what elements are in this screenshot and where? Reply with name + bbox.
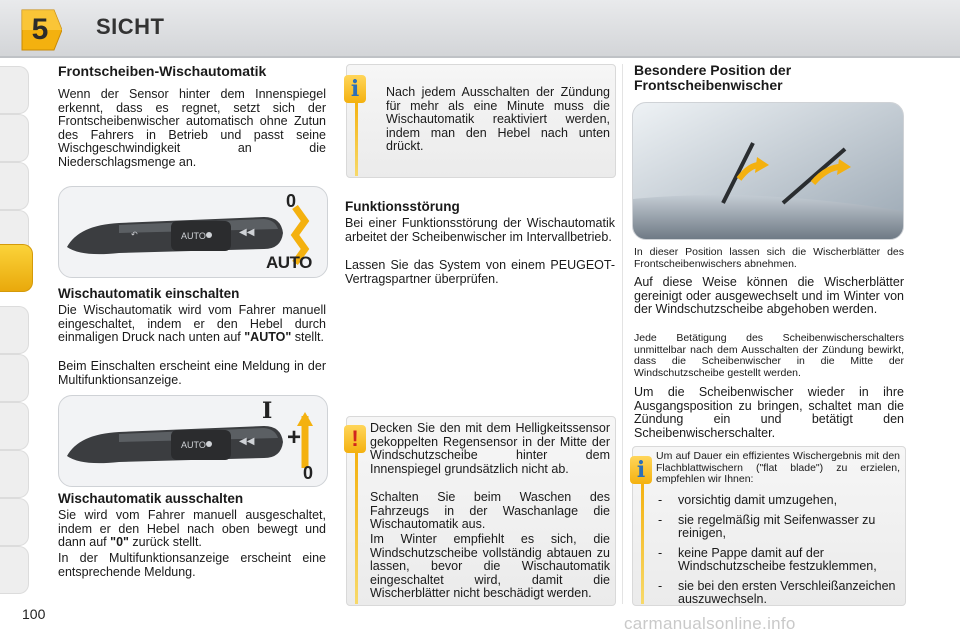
svg-text:AUTO: AUTO [181, 440, 206, 450]
page-number: 100 [22, 606, 46, 622]
warning-text-3: Im Winter empfiehlt es sich, die Windschutzscheibe vollständig abtauen zu lassen, bevor die Wischautomatik eingeschaltet wird, damit die Wischerblätter nicht beschädigt werden. [370, 532, 610, 600]
info-badge-strip [355, 100, 358, 176]
intro-paragraph: Wenn der Sensor hinter dem Innenspiegel erkennt, dass es regnet, setzt sich der Frontscheibenwischer automatisch ohne Zutun des Fahrers in Betrieb und passt seine Wischgeschwindigkeit an die Niederschlagsmenge an. [58, 87, 326, 169]
off-paragraph-2: In der Multifunktionsanzeige erscheint eine entsprechende Meldung. [58, 551, 326, 579]
side-tab[interactable] [0, 162, 29, 210]
chapter-number: 5 [31, 13, 49, 46]
fig2-symbol-one: I [262, 398, 273, 424]
section-heading: Frontscheiben-Wischautomatik [58, 63, 267, 79]
side-tab[interactable] [0, 354, 29, 402]
fig2-symbol-plus: + [287, 424, 302, 451]
side-tab[interactable] [0, 402, 29, 450]
info-note-intro: Um auf Dauer ein effizientes Wischergebnis mit den Flachblattwischern ("flat blade") zu erzielen, empfehlen wir Ihnen: [656, 450, 900, 485]
info-note-text: Nach jedem Ausschalten der Zündung für mehr als eine Minute muss die Wischautomatik reaktiviert werden, indem man den Hebel nach unten drückt. [386, 85, 610, 153]
svg-text:◀◀: ◀◀ [239, 227, 255, 238]
subheading-off: Wischautomatik ausschalten [58, 491, 244, 506]
recommendation-list [656, 494, 900, 613]
figure-caption: In dieser Position lassen sich die Wischerblätter des Frontscheibenwischers abnehmen. [634, 246, 904, 270]
column-divider [622, 64, 623, 604]
svg-text:◀◀: ◀◀ [239, 436, 255, 447]
fig1-symbol-auto: AUTO [266, 253, 312, 272]
watermark: carmanualsonline.info [624, 614, 796, 633]
warning-text-2: Schalten Sie beim Waschen des Fahrzeugs in der Waschanlage die Wischautomatik aus. [370, 490, 610, 531]
list-item: - vorsichtig damit umzugehen, [656, 494, 900, 508]
fault-paragraph-2: Lassen Sie das System von einem PEUGEOT-Vertragspartner überprüfen. [345, 258, 615, 286]
section-title: SICHT [96, 14, 165, 39]
list-item: - keine Pappe damit auf der Windschutzscheibe festzuklemmen, [656, 547, 900, 574]
side-tab[interactable] [0, 450, 29, 498]
section-heading-right: Besondere Position der Frontscheibenwischer [634, 62, 792, 93]
off-paragraph: Sie wird vom Fahrer manuell ausgeschaltet, indem er den Hebel nach oben bewegt und dann auf "0" zurück stellt. [58, 508, 326, 549]
subheading-fault: Funktionsstörung [345, 199, 460, 214]
right-small-paragraph: Jede Betätigung des Scheibenwischerschalters unmittelbar nach dem Ausschalten der Zündung bewirkt, dass die Scheibenwischer in die Mitte der Windschutzscheibe gestellt werden. [634, 332, 904, 379]
fig1-symbol-zero: 0 [286, 191, 297, 211]
side-tab[interactable] [0, 66, 29, 114]
windscreen-wiper-illustration [632, 102, 904, 240]
info-icon: i [630, 456, 652, 484]
info-icon: i [344, 75, 366, 103]
side-tab[interactable] [0, 546, 29, 594]
side-tab[interactable] [0, 306, 29, 354]
warning-icon: ! [344, 425, 366, 453]
info-badge-strip-right [641, 482, 644, 604]
side-tab[interactable] [0, 114, 29, 162]
fault-paragraph: Bei einer Funktionsstörung der Wischautomatik arbeitet der Scheibenwischer im Intervallbetrieb. [345, 216, 615, 244]
warning-text-1: Decken Sie den mit dem Helligkeitssensor gekoppelten Regensensor in der Mitte der Windschutzscheibe hinter dem Innenspiegel grundsätzlich nicht ab. [370, 421, 610, 476]
subheading-on: Wischautomatik einschalten [58, 286, 240, 301]
right-paragraph-1: Auf diese Weise können die Wischerblätter gereinigt oder ausgewechselt und im Winter von der Windschutzscheibe abgehoben werden. [634, 275, 904, 316]
svg-text:↶: ↶ [131, 230, 138, 239]
warning-badge-strip [355, 450, 358, 604]
on-paragraph: Die Wischautomatik wird vom Fahrer manuell eingeschaltet, indem er den Hebel durch einmaligen Druck nach unten auf "AUTO" stellt. [58, 303, 326, 344]
svg-text:AUTO: AUTO [181, 231, 206, 241]
list-item: - sie regelmäßig mit Seifenwasser zu reinigen, [656, 514, 900, 541]
side-tab[interactable] [0, 498, 29, 546]
side-tab-active[interactable] [0, 244, 33, 292]
right-paragraph-2: Um die Scheibenwischer wieder in ihre Ausgangsposition zu bringen, schaltet man die Zündung ein und betätigt den Scheibenwischerschalter. [634, 385, 904, 440]
fig2-symbol-zero: 0 [303, 463, 314, 483]
on-paragraph-2: Beim Einschalten erscheint eine Meldung in der Multifunktionsanzeige. [58, 359, 326, 387]
list-item: - sie bei den ersten Verschleißanzeichen auszuwechseln. [656, 580, 900, 607]
